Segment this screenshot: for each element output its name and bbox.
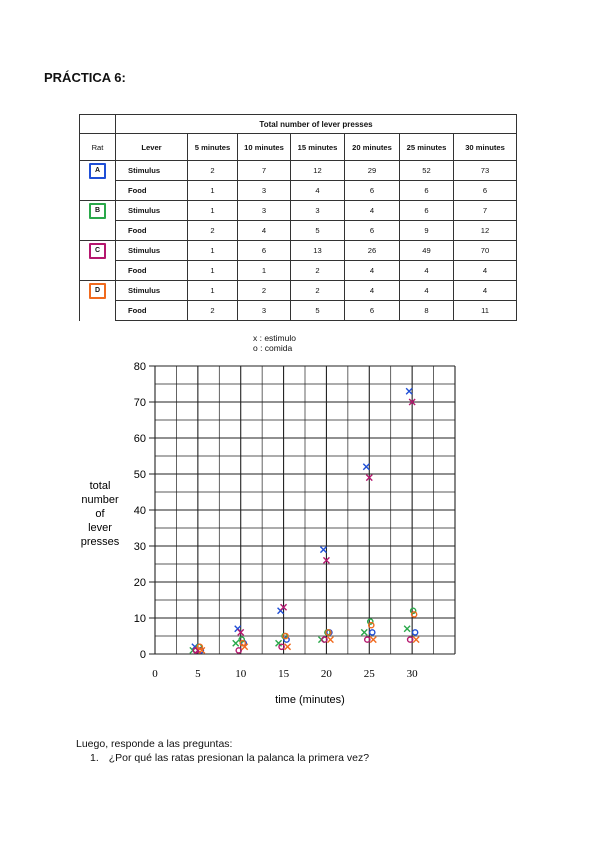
y-axis-label bbox=[81, 480, 120, 548]
value-cell: 2 bbox=[291, 281, 345, 301]
rat-flag-icon: A bbox=[89, 163, 106, 179]
column-header: Lever bbox=[116, 134, 188, 161]
stimulus-point bbox=[327, 637, 333, 643]
stimulus-point bbox=[406, 388, 412, 394]
x-axis-label: time (minutes) bbox=[275, 694, 345, 706]
legend-stimulus: x : estimulo bbox=[253, 333, 296, 343]
value-cell: 4 bbox=[400, 281, 454, 301]
value-cell: 49 bbox=[400, 241, 454, 261]
value-cell: 13 bbox=[291, 241, 345, 261]
y-tick-label: 0 bbox=[139, 649, 146, 661]
y-tick-label: 20 bbox=[133, 577, 146, 589]
x-tick-label: 10 bbox=[235, 668, 247, 680]
column-header: 20 minutes bbox=[345, 134, 400, 161]
column-header: 30 minutes bbox=[454, 134, 517, 161]
x-tick-label: 0 bbox=[152, 668, 158, 680]
value-cell: 4 bbox=[345, 281, 400, 301]
value-cell: 4 bbox=[345, 201, 400, 221]
value-cell: 2 bbox=[188, 301, 238, 321]
rat-flag-icon: B bbox=[89, 203, 106, 219]
value-cell: 1 bbox=[188, 261, 238, 281]
value-cell: 29 bbox=[345, 161, 400, 181]
column-header: 5 minutes bbox=[188, 134, 238, 161]
stimulus-point bbox=[370, 637, 376, 643]
value-cell: 4 bbox=[454, 281, 517, 301]
stimulus-point bbox=[413, 637, 419, 643]
stimulus-point bbox=[361, 629, 367, 635]
lever-cell: Stimulus bbox=[116, 161, 188, 181]
x-tick-label: 15 bbox=[278, 668, 290, 680]
table-caption: Total number of lever presses bbox=[116, 115, 517, 134]
y-tick-label: 80 bbox=[133, 361, 146, 373]
value-cell: 6 bbox=[345, 301, 400, 321]
value-cell: 52 bbox=[400, 161, 454, 181]
questions-intro: Luego, responde a las preguntas: bbox=[76, 738, 233, 750]
rat-flag-icon: D bbox=[89, 283, 106, 299]
value-cell: 11 bbox=[454, 301, 517, 321]
y-tick-label: 30 bbox=[133, 541, 146, 553]
value-cell: 3 bbox=[238, 181, 291, 201]
value-cell: 1 bbox=[238, 261, 291, 281]
question-number: 1. bbox=[90, 752, 99, 764]
value-cell: 8 bbox=[400, 301, 454, 321]
lever-cell: Stimulus bbox=[116, 201, 188, 221]
value-cell: 6 bbox=[400, 201, 454, 221]
page-title: PRÁCTICA 6: bbox=[44, 70, 126, 85]
stimulus-point bbox=[320, 547, 326, 553]
value-cell: 6 bbox=[400, 181, 454, 201]
y-tick-label: 50 bbox=[133, 469, 146, 481]
value-cell: 6 bbox=[345, 181, 400, 201]
value-cell: 4 bbox=[345, 261, 400, 281]
y-tick-label: 70 bbox=[133, 397, 146, 409]
value-cell: 7 bbox=[238, 161, 291, 181]
lever-cell: Food bbox=[116, 261, 188, 281]
value-cell: 2 bbox=[188, 161, 238, 181]
value-cell: 4 bbox=[454, 261, 517, 281]
lever-cell: Stimulus bbox=[116, 281, 188, 301]
y-axis-label-line: lever bbox=[88, 522, 112, 534]
value-cell: 5 bbox=[291, 221, 345, 241]
value-cell: 1 bbox=[188, 201, 238, 221]
value-cell: 5 bbox=[291, 301, 345, 321]
y-tick-label: 40 bbox=[133, 505, 146, 517]
value-cell: 4 bbox=[291, 181, 345, 201]
column-header: 15 minutes bbox=[291, 134, 345, 161]
value-cell: 6 bbox=[454, 181, 517, 201]
stimulus-point bbox=[276, 640, 282, 646]
stimulus-point bbox=[363, 464, 369, 470]
value-cell: 6 bbox=[238, 241, 291, 261]
lever-cell: Food bbox=[116, 221, 188, 241]
x-tick-label: 5 bbox=[195, 668, 201, 680]
y-axis-label-line: number bbox=[81, 494, 119, 506]
value-cell: 9 bbox=[400, 221, 454, 241]
chart-marks bbox=[190, 388, 419, 653]
rat-flag-icon: C bbox=[89, 243, 106, 259]
value-cell: 2 bbox=[188, 221, 238, 241]
chart-grid bbox=[149, 366, 455, 654]
y-axis-label-line: presses bbox=[80, 536, 120, 548]
value-cell: 2 bbox=[238, 281, 291, 301]
value-cell: 1 bbox=[188, 181, 238, 201]
lever-cell: Food bbox=[116, 301, 188, 321]
value-cell: 12 bbox=[454, 221, 517, 241]
value-cell: 6 bbox=[345, 221, 400, 241]
stimulus-point bbox=[233, 640, 239, 646]
x-tick-label: 20 bbox=[320, 668, 332, 680]
value-cell: 1 bbox=[188, 241, 238, 261]
value-cell: 26 bbox=[345, 241, 400, 261]
value-cell: 3 bbox=[238, 201, 291, 221]
stimulus-point bbox=[404, 626, 410, 632]
legend-food: o : comida bbox=[253, 343, 293, 353]
value-cell: 3 bbox=[238, 301, 291, 321]
y-axis-label-line: total bbox=[89, 480, 111, 492]
y-tick-label: 10 bbox=[133, 613, 146, 625]
column-header: 25 minutes bbox=[400, 134, 454, 161]
value-cell: 73 bbox=[454, 161, 517, 181]
question-item bbox=[90, 752, 379, 764]
y-axis-label-line: of bbox=[95, 508, 105, 520]
question-text: ¿Por qué las ratas presionan la palanca la primera vez? bbox=[108, 752, 370, 764]
food-point bbox=[413, 630, 418, 635]
x-tick-label: 30 bbox=[406, 668, 418, 680]
stimulus-point bbox=[285, 644, 291, 650]
value-cell: 2 bbox=[291, 261, 345, 281]
value-cell: 70 bbox=[454, 241, 517, 261]
lever-cell: Stimulus bbox=[116, 241, 188, 261]
x-tick-label: 25 bbox=[363, 668, 375, 680]
column-header: Rat bbox=[80, 134, 116, 161]
value-cell: 12 bbox=[291, 161, 345, 181]
value-cell: 4 bbox=[400, 261, 454, 281]
value-cell: 3 bbox=[291, 201, 345, 221]
y-tick-label: 60 bbox=[133, 433, 146, 445]
value-cell: 4 bbox=[238, 221, 291, 241]
food-point bbox=[370, 630, 375, 635]
value-cell: 7 bbox=[454, 201, 517, 221]
column-header: 10 minutes bbox=[238, 134, 291, 161]
lever-cell: Food bbox=[116, 181, 188, 201]
value-cell: 1 bbox=[188, 281, 238, 301]
